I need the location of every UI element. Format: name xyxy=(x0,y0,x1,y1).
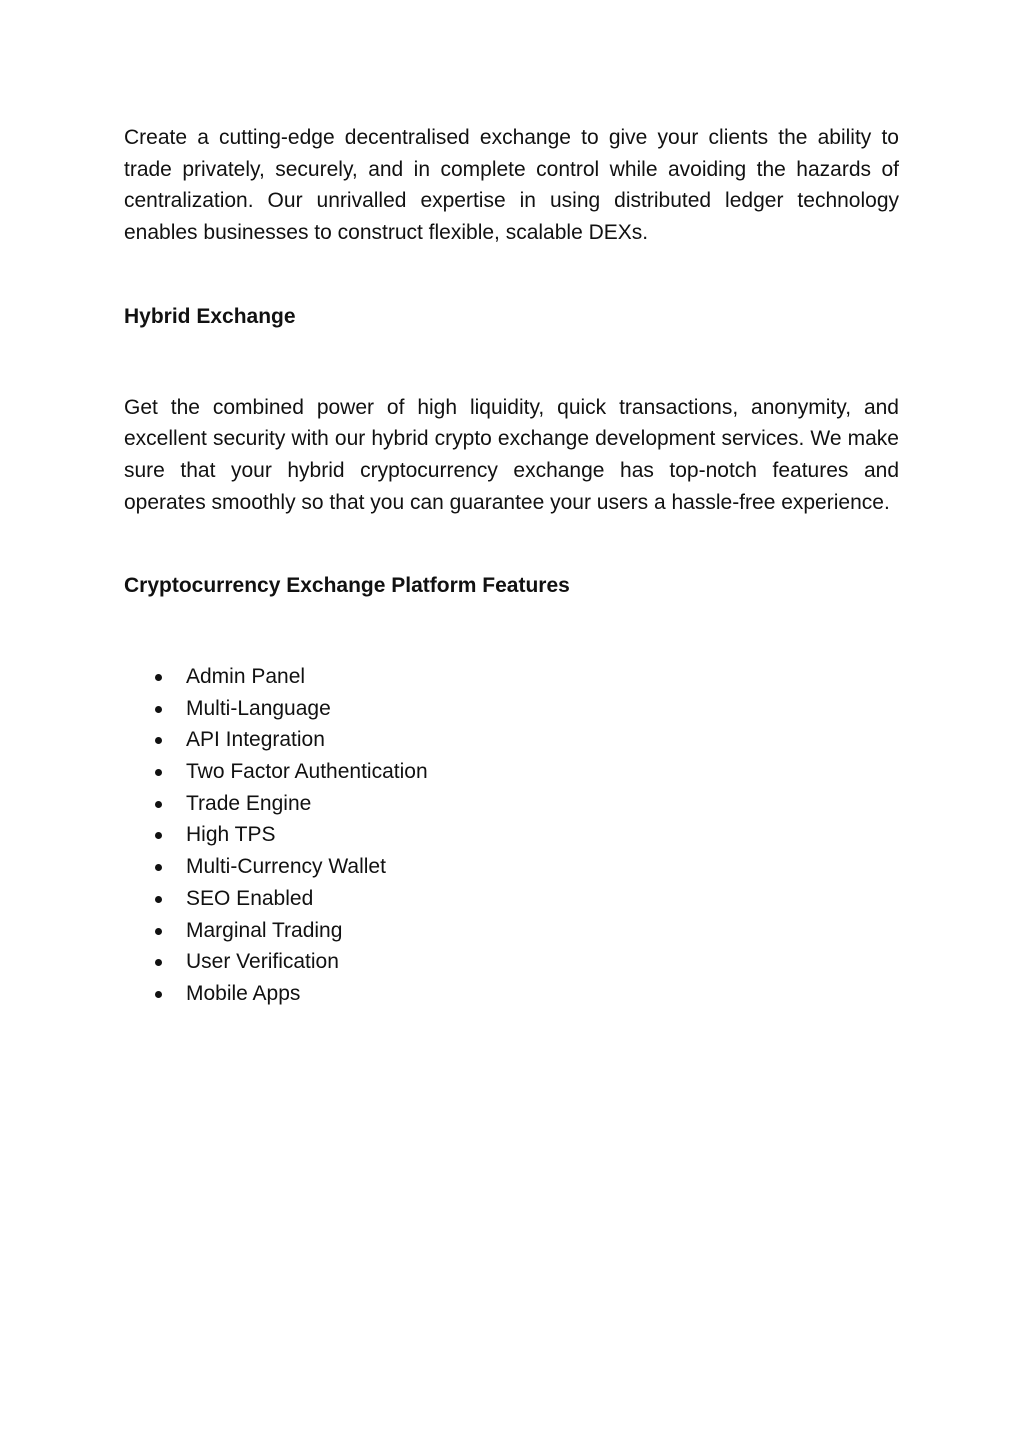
feature-label: Two Factor Authentication xyxy=(186,760,428,784)
hybrid-exchange-paragraph: Get the combined power of high liquidity, quick transactions, anonymity, and excellent security with our hybrid crypto exchange development services. We make sure that your hybrid cryptocurrency exchange has top-notch features and operates smoothly so that you can guarantee your users a hassle-free experience. xyxy=(124,395,899,514)
feature-label: User Verification xyxy=(186,950,339,974)
bullet-icon xyxy=(155,896,162,903)
intro-paragraph: Create a cutting-edge decentralised exchange to give your clients the ability to trade privately, securely, and in complete control while avoiding the hazards of centralization. Our unrivalled expertise in using distributed ledger technology enables businesses to construct flexible, scalable DEXs. xyxy=(124,126,899,245)
features-list xyxy=(124,661,899,1010)
feature-label: Multi-Language xyxy=(186,696,331,720)
list-item xyxy=(124,946,899,978)
list-item xyxy=(124,724,899,756)
list-item xyxy=(124,693,899,725)
list-item xyxy=(124,756,899,788)
document-content xyxy=(124,122,899,1010)
features-heading: Cryptocurrency Exchange Platform Features xyxy=(124,574,570,598)
feature-label: Marginal Trading xyxy=(186,918,343,942)
bullet-icon xyxy=(155,674,162,681)
bullet-icon xyxy=(155,991,162,998)
list-item xyxy=(124,978,899,1010)
list-item xyxy=(124,915,899,947)
list-item xyxy=(124,851,899,883)
bullet-icon xyxy=(155,706,162,713)
list-item xyxy=(124,788,899,820)
feature-label: Multi-Currency Wallet xyxy=(186,855,386,879)
feature-label: High TPS xyxy=(186,823,276,847)
feature-label: Trade Engine xyxy=(186,791,312,815)
bullet-icon xyxy=(155,928,162,935)
feature-label: Admin Panel xyxy=(186,665,306,689)
list-item xyxy=(124,883,899,915)
bullet-icon xyxy=(155,737,162,744)
bullet-icon xyxy=(155,769,162,776)
list-item xyxy=(124,819,899,851)
feature-label: Mobile Apps xyxy=(186,981,301,1005)
feature-label: API Integration xyxy=(186,728,325,752)
bullet-icon xyxy=(155,801,162,808)
bullet-icon xyxy=(155,832,162,839)
feature-label: SEO Enabled xyxy=(186,886,314,910)
bullet-icon xyxy=(155,959,162,966)
bullet-icon xyxy=(155,864,162,871)
list-item xyxy=(124,661,899,693)
hybrid-exchange-heading: Hybrid Exchange xyxy=(124,304,296,328)
